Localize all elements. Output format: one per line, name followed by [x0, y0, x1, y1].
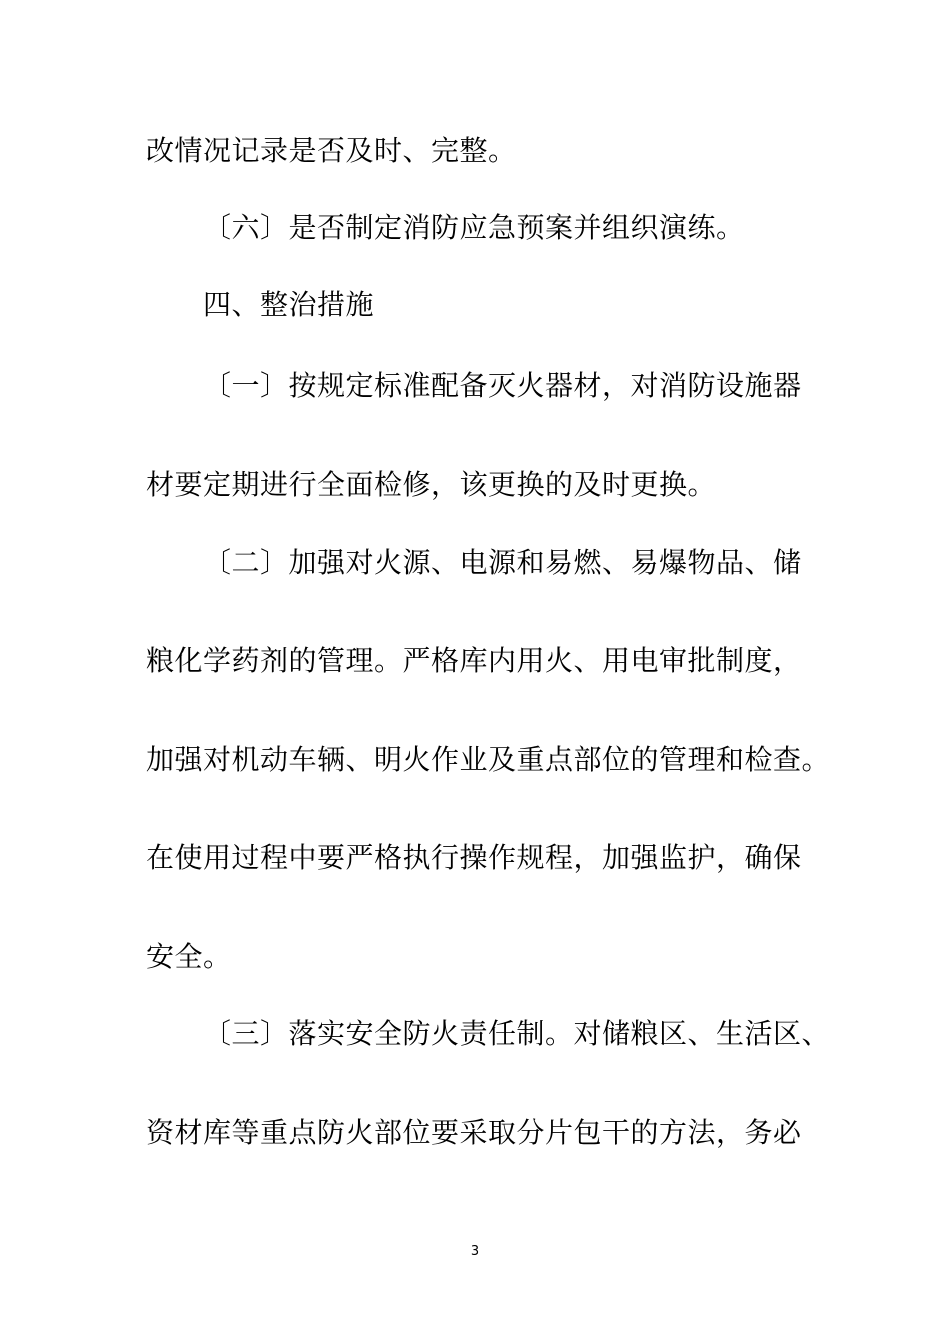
text-line: 〔一〕按规定标准配备灭火器材，对消防设施器: [203, 369, 802, 402]
text-line: 资材库等重点防火部位要采取分片包干的方法，务必: [146, 1116, 802, 1149]
text-line: 材要定期进行全面检修，该更换的及时更换。: [146, 468, 717, 501]
text-line: 〔二〕加强对火源、电源和易燃、易爆物品、储: [203, 546, 802, 579]
text-line: 〔三〕落实安全防火责任制。对储粮区、生活区、: [203, 1017, 831, 1050]
page-number: 3: [470, 1244, 480, 1259]
text-line: 加强对机动车辆、明火作业及重点部位的管理和检查。: [146, 743, 831, 776]
text-line: 在使用过程中要严格执行操作规程，加强监护，确保: [146, 841, 802, 874]
text-line: 安全。: [146, 940, 232, 973]
text-line: 粮化学药剂的管理。严格库内用火、用电审批制度，: [146, 644, 802, 677]
section-heading: 四、整治措施: [203, 288, 375, 321]
text-line: 〔六〕是否制定消防应急预案并组织演练。: [203, 211, 745, 244]
text-line: 改情况记录是否及时、完整。: [146, 134, 517, 167]
